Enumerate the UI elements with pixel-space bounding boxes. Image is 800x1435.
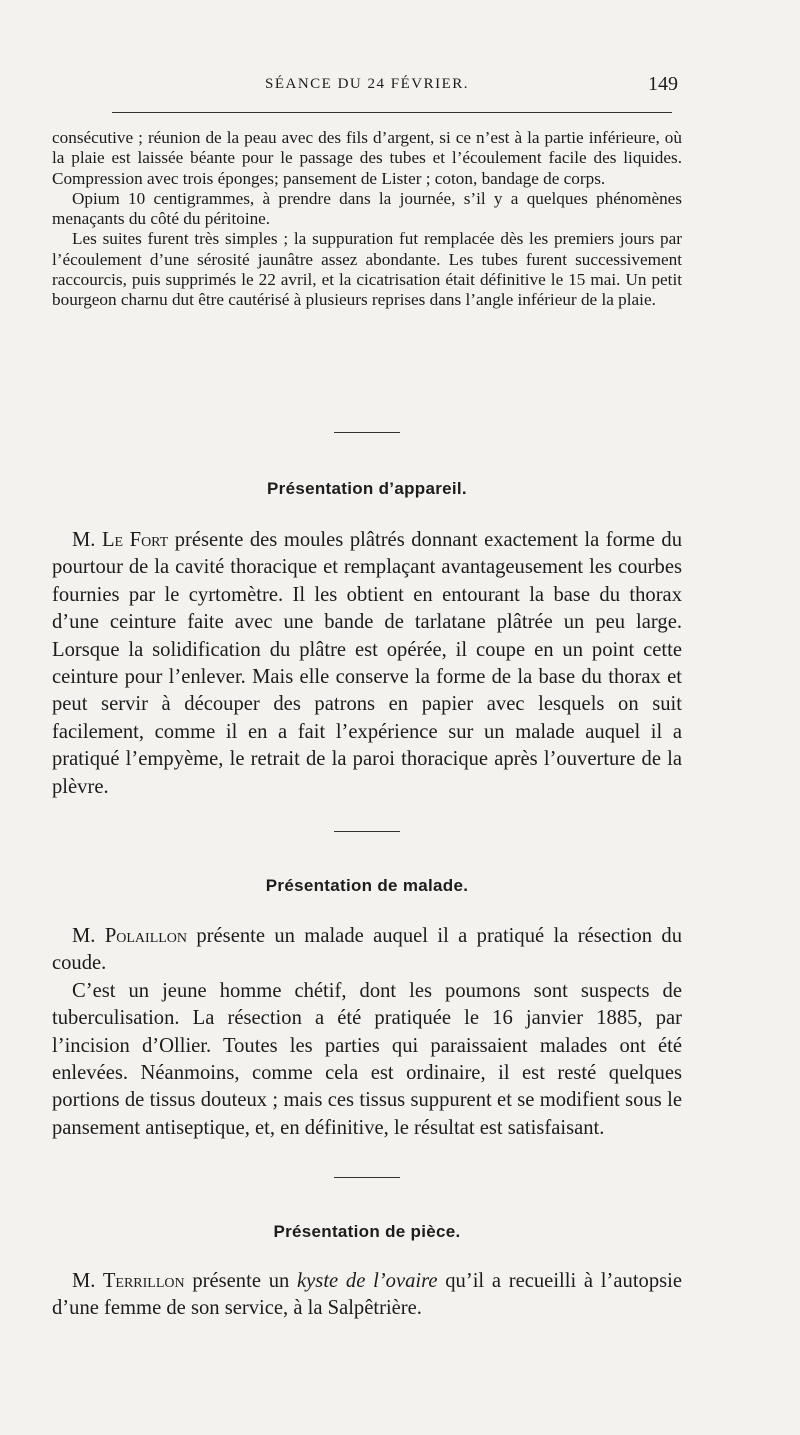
paragraph-text: qu’il a recueilli à l’autopsie d’une femme de son service, à la Salpêtrière.	[52, 1270, 683, 1320]
section-body	[52, 1268, 682, 1323]
section-divider	[52, 432, 682, 433]
speaker-name: M. Polaillon	[72, 925, 188, 947]
section-divider	[52, 1177, 682, 1178]
section-heading: Présentation de pièce.	[273, 1222, 461, 1241]
page-number: 149	[648, 73, 678, 95]
page-header	[52, 73, 682, 100]
paragraph	[52, 527, 682, 801]
section-heading: Présentation de malade.	[265, 876, 469, 895]
section-divider	[52, 831, 682, 832]
paragraph-text: présente un malade auquel il a pratiqué la résection du coude.	[52, 925, 682, 975]
section-body	[52, 527, 682, 801]
paragraph: C’est un jeune homme chétif, dont les poumons sont suspects de tuberculisation. La résection a été pratiquée le 16 janvier 1885, par l’incision d’Ollier. Toutes les parties qui paraissaient malades ont été enlevées. Néanmoins, comme cela est ordinaire, il est resté quelques portions de tissus douteux ; mais ces tissus suppurent et se modifient sous le pansement antiseptique, et, en définitive, le résultat est satisfaisant.	[52, 979, 682, 1139]
case-report-continuation	[52, 128, 682, 311]
running-title: SÉANCE DU 24 FÉVRIER.	[264, 76, 469, 92]
paragraph: consécutive ; réunion de la peau avec des fils d’argent, si ce n’est à la partie inférieure, où la plaie est laissée béante pour le passage des tubes et l’écoulement facile des liquides. Compression avec trois éponges; pansement de Lister ; coton, bandage de corps.	[52, 128, 682, 188]
section-heading: Présentation d’appareil.	[267, 479, 467, 498]
page	[52, 0, 682, 1435]
paragraph: Les suites furent très simples ; la suppuration fut remplacée dès les premiers jours par l’écoulement d’une sérosité jaunâtre assez abondante. Les tubes furent successivement raccourcis, puis supprimés le 22 avril, et la cicatrisation était définitive le 15 mai. Un petit bourgeon charnu dut être cautérisé à plusieurs reprises dans l’angle inférieur de la plaie.	[52, 229, 682, 310]
italic-term: kyste de l’ovaire	[297, 1270, 438, 1292]
header-rule	[112, 112, 672, 113]
speaker-name: M. Le Fort	[72, 529, 169, 551]
paragraph-text: présente un	[184, 1270, 298, 1292]
paragraph-text: présente des moules plâtrés donnant exactement la forme du pourtour de la cavité thoracique et remplaçant avantageusement les courbes fournies par le cyrtomètre. Il les obtient en entourant la base du thorax d’une ceinture faite avec une bande de tarlatane plâtrée un peu large. Lorsque la solidification du plâtre est opérée, il coupe en un point cette ceinture pour l’enlever. Mais elle conserve la forme de la base du thorax et peut servir à découper des patrons en papier avec lesquels on suit facilement, comme il en a fait l’expérience sur un malade auquel il a pratiqué l’empyème, le retrait de la paroi thoracique après l’ouverture de la plèvre.	[52, 529, 682, 798]
paragraph: Opium 10 centigrammes, à prendre dans la journée, s’il y a quelques phénomènes menaçants du côté du péritoine.	[52, 188, 682, 229]
paragraph	[52, 1268, 682, 1323]
section-body	[52, 923, 682, 1142]
speaker-name: M. Terrillon	[72, 1270, 185, 1292]
paragraph	[52, 923, 682, 978]
